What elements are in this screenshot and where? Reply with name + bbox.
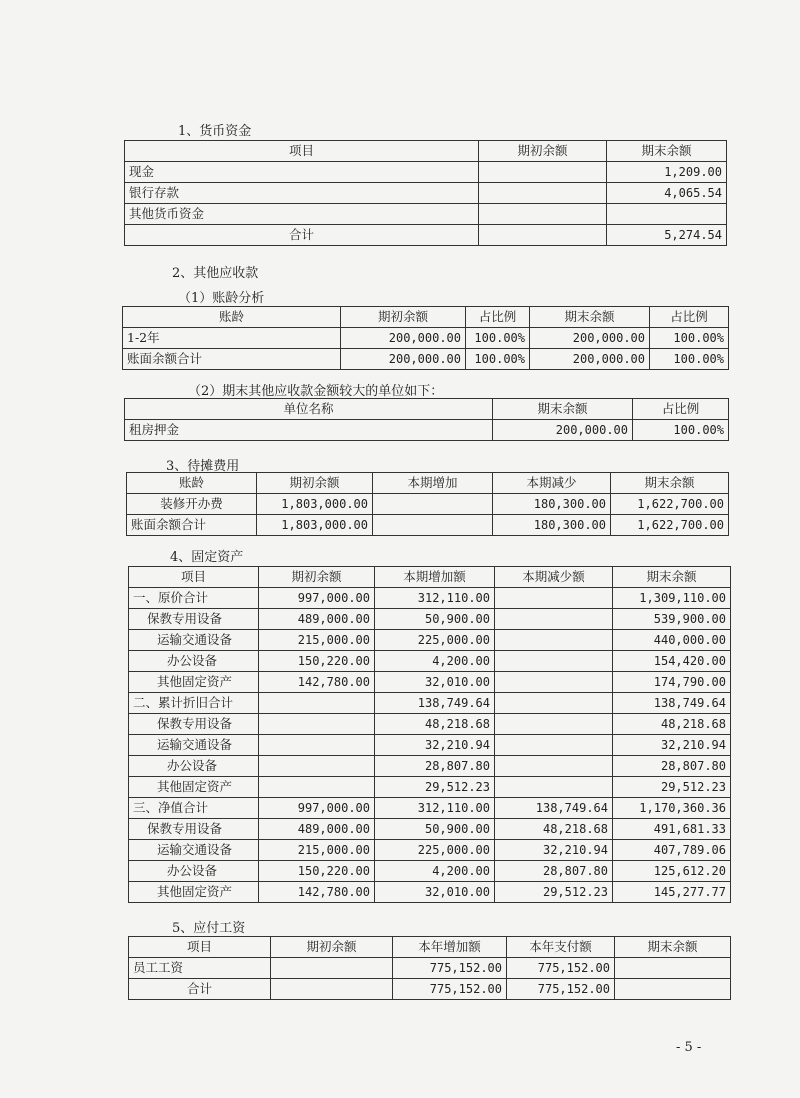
cell-value: 145,277.77 <box>613 882 731 903</box>
row-label: 1-2年 <box>123 328 341 349</box>
row-label: 合计 <box>129 979 271 1000</box>
cell-value <box>479 225 607 246</box>
header-cell: 单位名称 <box>125 399 493 420</box>
cell-value: 775,152.00 <box>393 958 507 979</box>
header-cell: 项目 <box>129 567 259 588</box>
cell-value: 5,274.54 <box>607 225 727 246</box>
header-cell: 期初余额 <box>479 141 607 162</box>
table-row <box>129 958 731 979</box>
table-row <box>125 204 727 225</box>
cell-value: 489,000.00 <box>259 819 375 840</box>
cell-value <box>479 162 607 183</box>
subtotal-row <box>129 588 731 609</box>
section-3-title: 3、待摊费用 <box>166 459 240 474</box>
cell-value <box>259 777 375 798</box>
table-row <box>129 882 731 903</box>
cell-value: 32,210.94 <box>613 735 731 756</box>
row-label: 办公设备 <box>129 861 259 882</box>
table-row <box>129 609 731 630</box>
table-row <box>125 420 729 441</box>
cell-value: 200,000.00 <box>341 328 466 349</box>
total-row <box>123 349 729 370</box>
cell-value: 4,200.00 <box>375 861 495 882</box>
cell-value: 1,309,110.00 <box>613 588 731 609</box>
row-label: 其他固定资产 <box>129 777 259 798</box>
row-label: 账面余额合计 <box>127 515 257 536</box>
cell-value: 125,612.20 <box>613 861 731 882</box>
cell-value <box>495 735 613 756</box>
row-label: 租房押金 <box>125 420 493 441</box>
row-label: 合计 <box>125 225 479 246</box>
table-row <box>129 756 731 777</box>
table-header-row <box>129 567 731 588</box>
cell-value: 48,218.68 <box>613 714 731 735</box>
cell-value: 32,010.00 <box>375 672 495 693</box>
cell-value: 489,000.00 <box>259 609 375 630</box>
page-number: - 5 - <box>676 1040 702 1055</box>
cell-value: 29,512.23 <box>613 777 731 798</box>
cash-table <box>124 140 727 246</box>
cell-value <box>495 714 613 735</box>
row-label: 装修开办费 <box>127 494 257 515</box>
table-row <box>129 630 731 651</box>
cell-value: 100.00% <box>633 420 729 441</box>
row-label: 运输交通设备 <box>129 840 259 861</box>
cell-value <box>495 651 613 672</box>
table-row <box>129 861 731 882</box>
cell-value: 1,622,700.00 <box>611 515 729 536</box>
header-cell: 本期增加 <box>373 473 493 494</box>
table-row <box>125 162 727 183</box>
cell-value: 440,000.00 <box>613 630 731 651</box>
cell-value: 997,000.00 <box>259 588 375 609</box>
header-cell: 期初余额 <box>259 567 375 588</box>
cell-value: 48,218.68 <box>495 819 613 840</box>
table-row <box>129 714 731 735</box>
cell-value: 150,220.00 <box>259 651 375 672</box>
cell-value: 200,000.00 <box>341 349 466 370</box>
cell-value: 154,420.00 <box>613 651 731 672</box>
cell-value: 138,749.64 <box>613 693 731 714</box>
section-2-sub1: （1）账龄分析 <box>178 291 265 306</box>
cell-value: 100.00% <box>650 349 729 370</box>
cell-value: 1,803,000.00 <box>257 515 373 536</box>
cell-value: 407,789.06 <box>613 840 731 861</box>
total-row <box>129 979 731 1000</box>
cell-value: 29,512.23 <box>375 777 495 798</box>
fixed-assets-table <box>128 566 731 903</box>
table-row <box>125 183 727 204</box>
cell-value <box>495 588 613 609</box>
cell-value: 32,210.94 <box>495 840 613 861</box>
header-cell: 本年支付额 <box>507 937 615 958</box>
header-cell: 项目 <box>125 141 479 162</box>
total-row <box>125 225 727 246</box>
cell-value: 29,512.23 <box>495 882 613 903</box>
cell-value <box>615 958 731 979</box>
table-row <box>129 777 731 798</box>
cell-value: 4,065.54 <box>607 183 727 204</box>
header-cell: 期末余额 <box>613 567 731 588</box>
table-row <box>129 819 731 840</box>
section-1-title: 1、货币资金 <box>178 124 252 139</box>
cell-value: 225,000.00 <box>375 630 495 651</box>
large-receivables-table <box>124 398 729 441</box>
cell-value <box>495 777 613 798</box>
cell-value: 28,807.80 <box>613 756 731 777</box>
header-cell: 本期增加额 <box>375 567 495 588</box>
header-cell: 期初余额 <box>341 307 466 328</box>
row-label: 现金 <box>125 162 479 183</box>
cell-value: 200,000.00 <box>493 420 633 441</box>
row-label: 办公设备 <box>129 651 259 672</box>
header-cell: 期末余额 <box>611 473 729 494</box>
cell-value: 1,803,000.00 <box>257 494 373 515</box>
table-row <box>129 735 731 756</box>
cell-value <box>495 756 613 777</box>
cell-value: 775,152.00 <box>393 979 507 1000</box>
cell-value <box>495 693 613 714</box>
cell-value: 215,000.00 <box>259 840 375 861</box>
cell-value: 28,807.80 <box>495 861 613 882</box>
wages-payable-table <box>128 936 731 1000</box>
header-cell: 本年增加额 <box>393 937 507 958</box>
header-cell: 期初余额 <box>257 473 373 494</box>
header-cell: 期初余额 <box>271 937 393 958</box>
row-label: 办公设备 <box>129 756 259 777</box>
cell-value: 142,780.00 <box>259 672 375 693</box>
cell-value: 180,300.00 <box>493 515 611 536</box>
table-row <box>123 328 729 349</box>
header-cell: 本期减少额 <box>495 567 613 588</box>
row-label: 运输交通设备 <box>129 735 259 756</box>
table-header-row <box>129 937 731 958</box>
cell-value: 50,900.00 <box>375 609 495 630</box>
row-label: 一、原价合计 <box>129 588 259 609</box>
row-label: 员工工资 <box>129 958 271 979</box>
cell-value: 28,807.80 <box>375 756 495 777</box>
cell-value: 4,200.00 <box>375 651 495 672</box>
cell-value: 138,749.64 <box>495 798 613 819</box>
cell-value: 775,152.00 <box>507 958 615 979</box>
header-cell: 期末余额 <box>530 307 650 328</box>
cell-value <box>259 735 375 756</box>
table-row <box>129 651 731 672</box>
cell-value <box>259 693 375 714</box>
cell-value: 200,000.00 <box>530 328 650 349</box>
cell-value: 491,681.33 <box>613 819 731 840</box>
aging-table <box>122 306 729 370</box>
table-header-row <box>127 473 729 494</box>
row-label: 其他固定资产 <box>129 882 259 903</box>
cell-value <box>271 979 393 1000</box>
cell-value: 100.00% <box>650 328 729 349</box>
cell-value <box>373 515 493 536</box>
row-label: 保教专用设备 <box>129 819 259 840</box>
table-row <box>129 672 731 693</box>
subtotal-row <box>129 798 731 819</box>
header-cell: 占比例 <box>466 307 530 328</box>
cell-value <box>259 714 375 735</box>
cell-value: 174,790.00 <box>613 672 731 693</box>
header-cell: 期末余额 <box>615 937 731 958</box>
table-row <box>127 494 729 515</box>
header-cell: 项目 <box>129 937 271 958</box>
cell-value: 539,900.00 <box>613 609 731 630</box>
cell-value: 32,010.00 <box>375 882 495 903</box>
table-row <box>129 840 731 861</box>
prepaid-expenses-table <box>126 472 729 536</box>
row-label: 银行存款 <box>125 183 479 204</box>
table-header-row <box>125 141 727 162</box>
cell-value: 225,000.00 <box>375 840 495 861</box>
cell-value: 215,000.00 <box>259 630 375 651</box>
cell-value <box>495 609 613 630</box>
cell-value: 200,000.00 <box>530 349 650 370</box>
cell-value <box>615 979 731 1000</box>
row-label: 二、累计折旧合计 <box>129 693 259 714</box>
section-5-title: 5、应付工资 <box>172 921 246 936</box>
section-4-title: 4、固定资产 <box>170 550 244 565</box>
row-label: 其他货币资金 <box>125 204 479 225</box>
row-label: 保教专用设备 <box>129 609 259 630</box>
header-cell: 占比例 <box>650 307 729 328</box>
cell-value: 1,209.00 <box>607 162 727 183</box>
cell-value <box>607 204 727 225</box>
cell-value: 997,000.00 <box>259 798 375 819</box>
header-cell: 占比例 <box>633 399 729 420</box>
row-label: 其他固定资产 <box>129 672 259 693</box>
section-2-sub2: （2）期末其他应收款金额较大的单位如下： <box>188 384 444 399</box>
cell-value: 1,170,360.36 <box>613 798 731 819</box>
row-label: 运输交通设备 <box>129 630 259 651</box>
cell-value: 100.00% <box>466 349 530 370</box>
cell-value: 142,780.00 <box>259 882 375 903</box>
row-label: 保教专用设备 <box>129 714 259 735</box>
table-header-row <box>125 399 729 420</box>
row-label: 三、净值合计 <box>129 798 259 819</box>
cell-value: 150,220.00 <box>259 861 375 882</box>
total-row <box>127 515 729 536</box>
cell-value: 312,110.00 <box>375 798 495 819</box>
header-cell: 本期减少 <box>493 473 611 494</box>
cell-value <box>479 183 607 204</box>
header-cell: 账龄 <box>127 473 257 494</box>
cell-value: 32,210.94 <box>375 735 495 756</box>
cell-value: 312,110.00 <box>375 588 495 609</box>
cell-value <box>495 630 613 651</box>
table-header-row <box>123 307 729 328</box>
header-cell: 期末余额 <box>493 399 633 420</box>
cell-value: 50,900.00 <box>375 819 495 840</box>
cell-value: 1,622,700.00 <box>611 494 729 515</box>
row-label: 账面余额合计 <box>123 349 341 370</box>
cell-value: 100.00% <box>466 328 530 349</box>
cell-value <box>479 204 607 225</box>
cell-value <box>259 756 375 777</box>
cell-value <box>373 494 493 515</box>
header-cell: 账龄 <box>123 307 341 328</box>
cell-value <box>495 672 613 693</box>
section-2-title: 2、其他应收款 <box>172 266 259 281</box>
cell-value: 138,749.64 <box>375 693 495 714</box>
subtotal-row <box>129 693 731 714</box>
cell-value: 775,152.00 <box>507 979 615 1000</box>
cell-value: 180,300.00 <box>493 494 611 515</box>
header-cell: 期末余额 <box>607 141 727 162</box>
cell-value <box>271 958 393 979</box>
cell-value: 48,218.68 <box>375 714 495 735</box>
